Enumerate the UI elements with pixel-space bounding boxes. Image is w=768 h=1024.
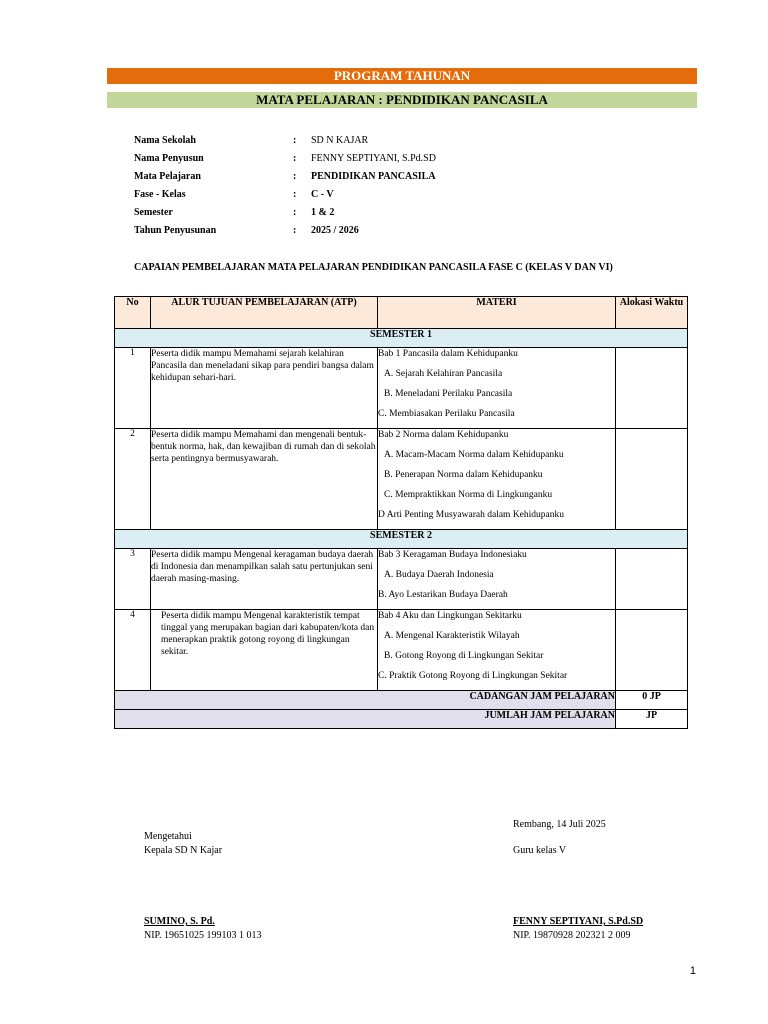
- materi-item: C. Praktik Gotong Royong di Lingkungan Sekitar: [378, 671, 568, 681]
- teacher-name: [513, 915, 643, 928]
- jumlah-row: [115, 710, 688, 729]
- info-colon: :: [293, 171, 297, 182]
- materi-item: C. Membiasakan Perilaku Pancasila: [378, 409, 515, 419]
- materi-item: A. Budaya Daerah Indonesia: [384, 570, 494, 580]
- row-atp: Peserta didik mampu Mengenal keragaman budaya daerah di Indonesia dan menampilkan salah satu pertunjukan seni daerah masing-masing.: [151, 549, 378, 610]
- semester-2-label: SEMESTER 2: [115, 530, 688, 549]
- materi-item: A. Mengenal Karakteristik Wilayah: [384, 631, 520, 641]
- row-alokasi: [616, 348, 688, 429]
- teacher-title: Guru kelas V: [513, 845, 567, 856]
- materi-item: B. Gotong Royong di Lingkungan Sekitar: [384, 651, 544, 661]
- info-value: 2025 / 2026: [311, 225, 359, 236]
- jumlah-label: JUMLAH JAM PELAJARAN: [115, 710, 616, 729]
- info-label: Tahun Penyusunan: [134, 225, 217, 236]
- info-colon: :: [293, 189, 297, 200]
- cadangan-value: 0 JP: [616, 691, 688, 710]
- cadangan-row: [115, 691, 688, 710]
- table-row: [115, 429, 688, 530]
- row-materi: [378, 610, 616, 691]
- row-atp: Peserta didik mampu Mengenal karakteristik tempat tinggal yang merupakan bagian dari kabupaten/kota dan menerapkan praktik gotong royong di lingkungan sekitar.: [151, 610, 378, 691]
- row-materi: [378, 549, 616, 610]
- row-alokasi: [616, 549, 688, 610]
- materi-item: A. Sejarah Kelahiran Pancasila: [384, 369, 503, 379]
- table-header-row: [115, 297, 688, 329]
- mengetahui: Mengetahui: [144, 831, 192, 842]
- document-subtitle: MATA PELAJARAN : PENDIDIKAN PANCASILA: [107, 92, 697, 108]
- info-colon: :: [293, 207, 297, 218]
- header-materi: MATERI: [378, 297, 616, 329]
- info-value: FENNY SEPTIYANI, S.Pd.SD: [311, 153, 436, 164]
- atp-table: [114, 296, 688, 729]
- materi-item: D Arti Penting Musyawarah dalam Kehidupanku: [378, 510, 565, 520]
- semester-1-label: SEMESTER 1: [115, 329, 688, 348]
- header-atp: ALUR TUJUAN PEMBELAJARAN (ATP): [151, 297, 378, 329]
- cadangan-label: CADANGAN JAM PELAJARAN: [115, 691, 616, 710]
- table-row: [115, 549, 688, 610]
- page-number: 1: [689, 965, 696, 977]
- row-atp: Peserta didik mampu Memahami sejarah kelahiran Pancasila dan meneladani sikap para pendiri bangsa dalam kehidupan sehari-hari.: [151, 348, 378, 429]
- teacher-nip: NIP. 19870928 202321 2 009: [513, 930, 631, 941]
- jumlah-value: JP: [616, 710, 688, 729]
- info-value: C - V: [311, 189, 334, 200]
- info-value: 1 & 2: [311, 207, 335, 218]
- table-row: [115, 348, 688, 429]
- cp-title: CAPAIAN PEMBELAJARAN MATA PELAJARAN PENDIDIKAN PANCASILA FASE C (KELAS V DAN VI): [134, 262, 613, 273]
- info-label: Mata Pelajaran: [134, 171, 201, 182]
- header-no: No: [115, 297, 151, 329]
- row-no: 3: [115, 549, 151, 610]
- row-alokasi: [616, 610, 688, 691]
- place-date: Rembang, 14 Juli 2025: [513, 819, 606, 830]
- info-value: PENDIDIKAN PANCASILA: [311, 171, 436, 182]
- headmaster-name-text: SUMINO, S. Pd.: [144, 916, 215, 927]
- row-atp: Peserta didik mampu Memahami dan mengenali bentuk-bentuk norma, hak, dan kewajiban di rumah dan di sekolah serta pentingnya bermusyawarah.: [151, 429, 378, 530]
- headmaster-name: [144, 915, 215, 928]
- row-alokasi: [616, 429, 688, 530]
- headmaster-nip: NIP. 19651025 199103 1 013: [144, 930, 262, 941]
- header-alokasi: Alokasi Waktu: [616, 297, 688, 329]
- info-label: Semester: [134, 207, 173, 218]
- headmaster-title: Kepala SD N Kajar: [144, 845, 223, 856]
- info-label: Fase - Kelas: [134, 189, 186, 200]
- materi-chapter: Bab 1 Pancasila dalam Kehidupanku: [378, 349, 518, 359]
- materi-item: B. Penerapan Norma dalam Kehidupanku: [384, 470, 543, 480]
- row-materi: [378, 429, 616, 530]
- materi-item: A. Macam-Macam Norma dalam Kehidupanku: [384, 450, 564, 460]
- materi-chapter: Bab 3 Keragaman Budaya Indonesiaku: [378, 550, 527, 560]
- teacher-name-text: FENNY SEPTIYANI, S.Pd.SD: [513, 916, 644, 927]
- info-colon: :: [293, 153, 297, 164]
- table-row: [115, 610, 688, 691]
- row-no: 4: [115, 610, 151, 691]
- materi-item: B. Meneladani Perilaku Pancasila: [384, 389, 513, 399]
- info-label: Nama Sekolah: [134, 135, 196, 146]
- info-value: SD N KAJAR: [311, 135, 369, 146]
- row-no: 1: [115, 348, 151, 429]
- row-no: 2: [115, 429, 151, 530]
- info-colon: :: [293, 225, 297, 236]
- row-materi: [378, 348, 616, 429]
- semester-2-row: [115, 530, 688, 549]
- document-title: PROGRAM TAHUNAN: [107, 68, 697, 84]
- materi-item: C. Mempraktikkan Norma di Lingkunganku: [384, 490, 553, 500]
- materi-chapter: Bab 2 Norma dalam Kehidupanku: [378, 430, 509, 440]
- materi-chapter: Bab 4 Aku dan Lingkungan Sekitarku: [378, 611, 522, 621]
- materi-item: B. Ayo Lestarikan Budaya Daerah: [378, 590, 508, 600]
- semester-1-row: [115, 329, 688, 348]
- info-label: Nama Penyusun: [134, 153, 204, 164]
- info-colon: :: [293, 135, 297, 146]
